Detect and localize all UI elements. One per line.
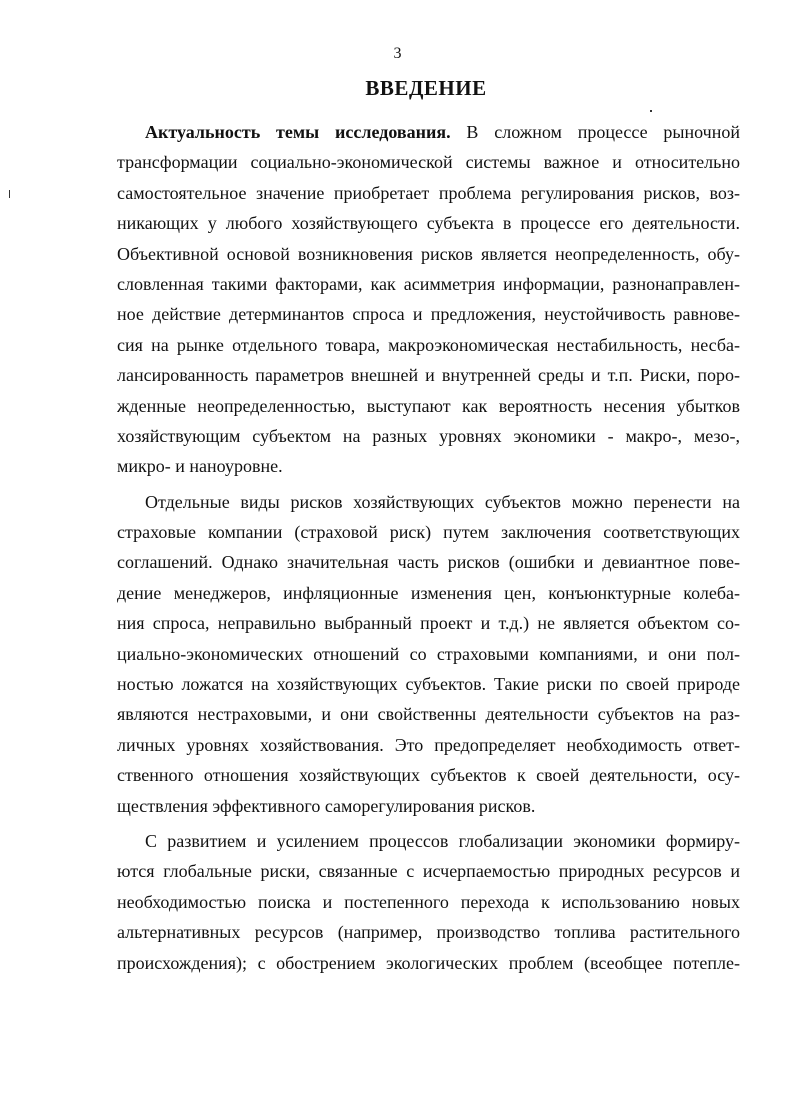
paragraph-3 — [117, 826, 740, 978]
text-line: ются глобальные риски, связанные с исчерпаемостью природных ресурсов и — [117, 861, 740, 882]
text-line: циально-экономических отношений со страховыми компаниями, и они пол- — [117, 643, 740, 664]
text-line: самостоятельное значение приобретает проблема регулирования рисков, воз- — [117, 182, 740, 203]
text-line: сия на рынке отдельного товара, макроэкономическая нестабильность, несба- — [117, 334, 740, 355]
text-line: словленная такими факторами, как асимметрия информации, разнонаправлен- — [117, 273, 740, 294]
text-line: ственного отношения хозяйствующих субъектов к своей деятельности, осу- — [117, 765, 740, 786]
text-line: Объективной основой возникновения рисков является неопределенность, обу- — [117, 243, 740, 264]
paragraph-2 — [117, 487, 740, 821]
text-fragment: В сложном процессе рыночной — [450, 122, 740, 142]
body-text — [117, 117, 740, 978]
text-line: хозяйствующим субъектом на разных уровнях экономики - макро-, мезо-, — [117, 425, 740, 446]
text-line: альтернативных ресурсов (например, производство топлива растительного — [117, 922, 740, 943]
scan-speck — [650, 110, 652, 112]
text-line: никающих у любого хозяйствующего субъекта в процессе его деятельности. — [117, 213, 740, 234]
text-line: трансформации социально-экономической системы важное и относительно — [117, 152, 740, 173]
text-line: Отдельные виды рисков хозяйствующих субъектов можно перенести на — [145, 491, 740, 512]
text-line: личных уровнях хозяйствования. Это предопределяет необходимость ответ- — [117, 734, 740, 755]
text-line: страховые компании (страховой риск) путем заключения соответствующих — [117, 522, 740, 543]
text-line: микро- и наноуровне. — [117, 456, 283, 477]
paragraph-lead: Актуальность темы исследования. — [145, 122, 451, 142]
text-line: ностью ложатся на хозяйствующих субъектов. Такие риски по своей природе — [117, 674, 740, 695]
text-line: лансированность параметров внешней и внутренней среды и т.п. Риски, поро- — [117, 365, 740, 386]
paragraph-1 — [117, 117, 740, 482]
page-number: 3 — [393, 45, 402, 62]
text-line: ное действие детерминантов спроса и предложения, неустойчивость равнове- — [117, 304, 740, 325]
text-line: дение менеджеров, инфляционные изменения цен, конъюнктурные колеба- — [117, 582, 740, 603]
text-line: ния спроса, неправильно выбранный проект и т.д.) не является объектом со- — [117, 613, 740, 634]
text-line: необходимостью поиска и постепенного перехода к использованию новых — [117, 891, 740, 912]
text-line: происхождения); с обострением экологических проблем (всеобщее потепле- — [117, 952, 740, 973]
text-line: ществления эффективного саморегулирования рисков. — [117, 795, 536, 816]
scan-speck — [9, 190, 10, 198]
text-line: являются нестраховыми, и они свойственны деятельности субъектов на раз- — [117, 704, 740, 725]
text-line: жденные неопределенностью, выступают как вероятность несения убытков — [117, 395, 740, 416]
text-line: С развитием и усилением процессов глобализации экономики формиру- — [145, 830, 740, 851]
page-heading: ВВЕДЕНИЕ — [365, 76, 487, 100]
text-line — [117, 117, 740, 147]
text-line: соглашений. Однако значительная часть рисков (ошибки и девиантное пове- — [117, 552, 740, 573]
